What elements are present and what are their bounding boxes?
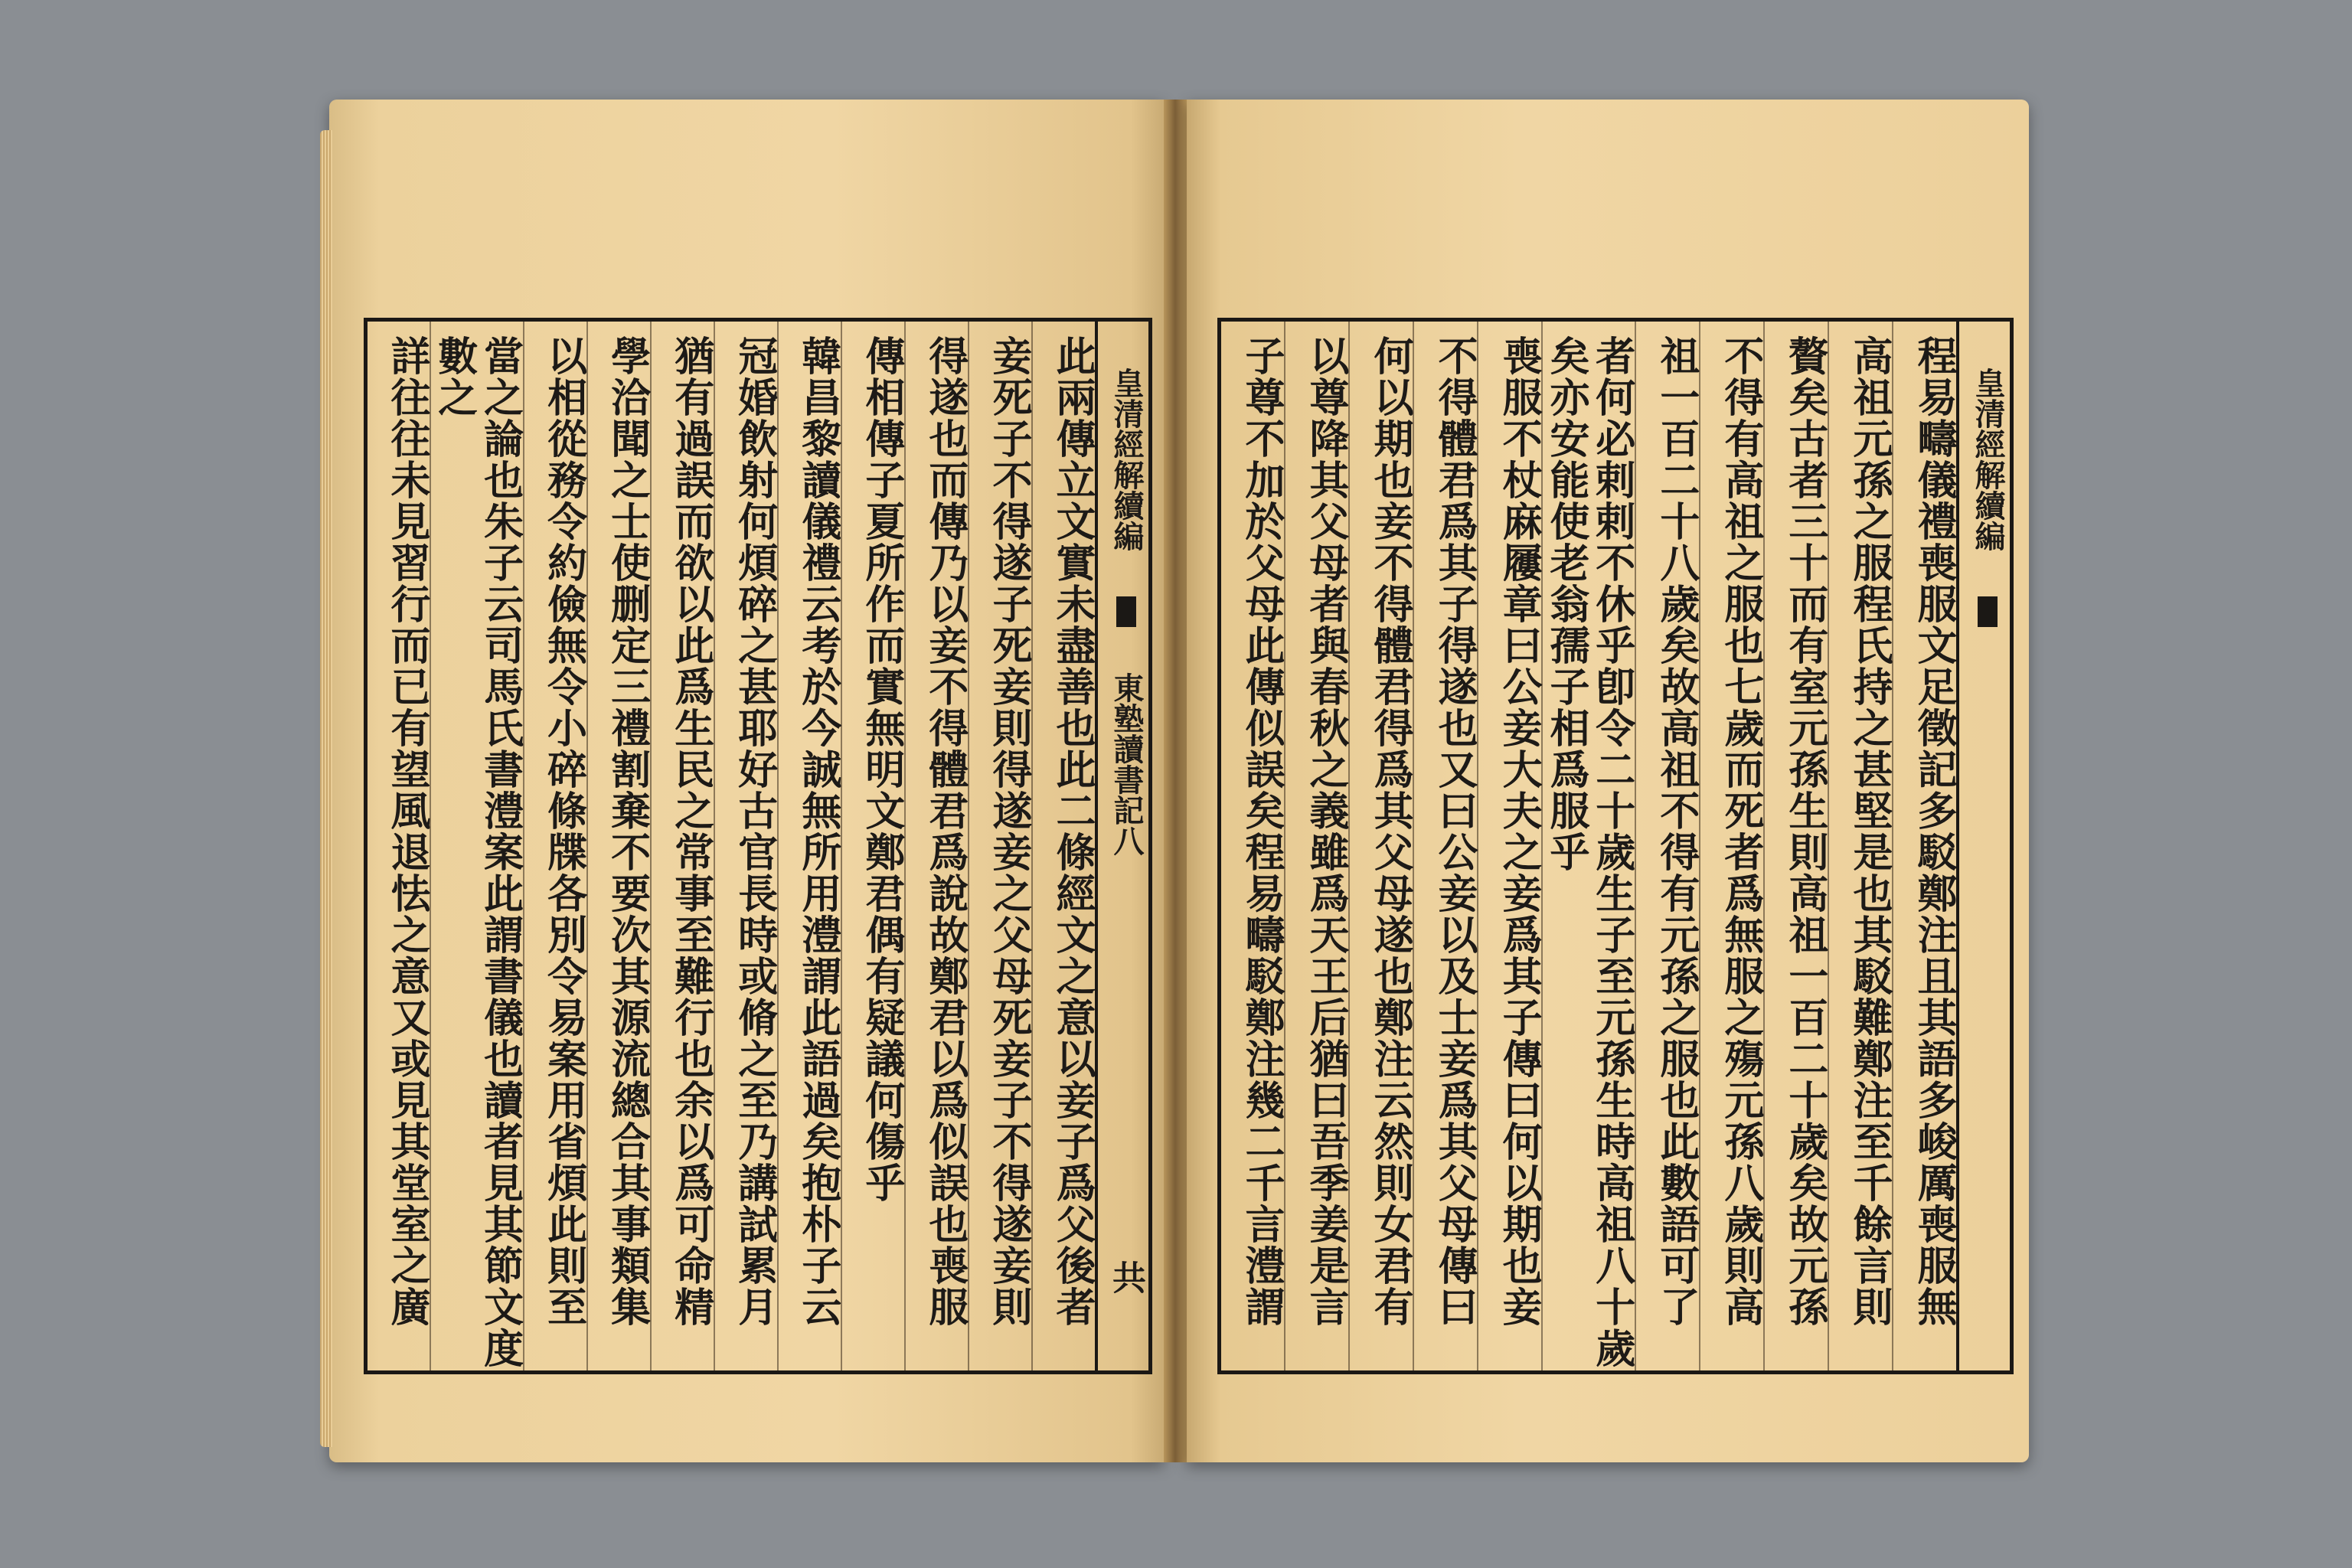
text-column: 詳往往未見習行而已有望風退怯之意又或見其堂室之廣	[383, 335, 430, 1328]
left-page	[329, 100, 1164, 1462]
banxin-title: 皇清經解續編	[1109, 368, 1145, 551]
book-gutter	[1164, 100, 1187, 1462]
fish-tail-mark-icon	[1116, 596, 1136, 627]
page-stack-edge	[320, 130, 332, 1447]
text-column: 不得有高祖之服也七歲而死者爲無服之殤元孫八歲則高	[1699, 322, 1763, 1370]
fish-tail-mark-icon	[1978, 596, 1998, 627]
text-column: 以尊降其父母者與春秋之義雖爲天王后猶曰吾季姜是言	[1284, 322, 1348, 1370]
right-text-columns	[1221, 322, 1956, 1370]
right-banxin	[1956, 322, 2010, 1370]
right-page	[1187, 100, 2029, 1462]
text-column: 妾死子不得遂子死妾則得遂妾之父母死妾子不得遂妾則	[968, 322, 1031, 1370]
banxin-subtitle: 東塾讀書記八	[1109, 672, 1145, 856]
banxin-title: 皇清經解續編	[1970, 368, 2006, 551]
left-page-number: 共	[1106, 1260, 1145, 1294]
text-column: 程易疇儀禮喪服文足徵記多駁鄭注且其語多峻厲喪服無	[1892, 322, 1956, 1370]
text-column: 學洽聞之士使删定三禮割棄不要次其源流總合其事類集	[586, 322, 650, 1370]
text-column: 猶有過誤而欲以此爲生民之常事至難行也余以爲可命精	[650, 322, 714, 1370]
text-column: 贅矣古者三十而有室元孫生則高祖一百二十歲矣故元孫	[1763, 322, 1828, 1370]
text-column: 子尊不加於父母此傳似誤矣程易疇駁鄭注幾二千言澧謂	[1237, 335, 1285, 1328]
text-column: 冠婚飲射何煩碎之甚耶好古官長時或脩之至乃講試累月	[714, 322, 777, 1370]
text-column: 喪服不杖麻屨章曰公妾大夫之妾爲其子傳曰何以期也妾	[1477, 322, 1541, 1370]
text-column: 何以期也妾不得體君得爲其父母遂也鄭注云然則女君有	[1348, 322, 1413, 1370]
text-column: 當之論也朱子云司馬氏書澧案此謂書儀也讀者見其節文度數之	[430, 322, 523, 1370]
text-column: 韓昌黎讀儀禮云考於今誠無所用澧謂此語過矣抱朴子云	[777, 322, 841, 1370]
text-column: 以相從務令約儉無令小碎條牒各別令易案用省煩此則至	[523, 322, 586, 1370]
text-column: 傳相傳子夏所作而實無明文鄭君偶有疑議何傷乎	[841, 322, 904, 1370]
left-banxin	[1095, 322, 1148, 1370]
text-column: 高祖元孫之服程氏持之甚堅是也其駁難鄭注至千餘言則	[1828, 322, 1892, 1370]
text-column: 祖一百二十八歲矣故高祖不得有元孫之服也此數語可了	[1635, 322, 1699, 1370]
open-book	[329, 92, 2029, 1470]
text-column: 得遂也而傳乃以妾不得體君爲說故鄭君以爲似誤也喪服	[904, 322, 968, 1370]
left-text-columns	[368, 322, 1095, 1370]
text-column: 此兩傳立文實未盡善也此二條經文之意以妾子爲父後者	[1031, 322, 1095, 1370]
text-column: 者何必剌剌不休乎卽令二十歲生子至元孫生時高祖八十歲矣亦安能使老翁孺子相爲服乎	[1541, 322, 1635, 1370]
text-column: 不得體君爲其子得遂也又曰公妾以及士妾爲其父母傳曰	[1413, 322, 1477, 1370]
right-text-frame	[1217, 318, 2014, 1374]
left-text-frame	[364, 318, 1152, 1374]
